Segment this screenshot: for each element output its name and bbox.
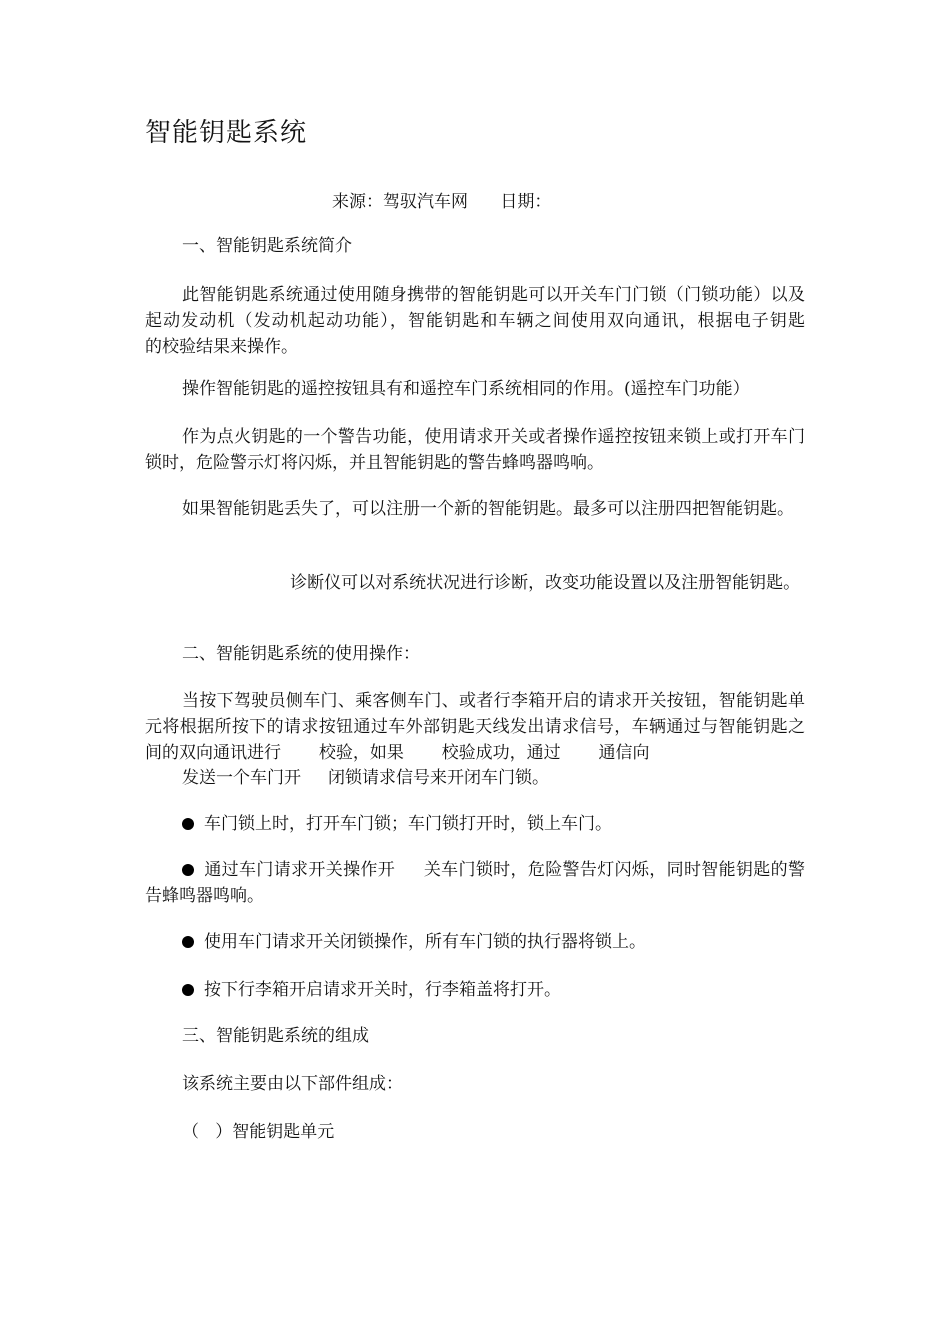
- paragraph-warning: 作为点火钥匙的一个警告功能，使用请求开关或者操作遥控按钮来锁上或打开车门锁时，危险警示灯将闪烁，并且智能钥匙的警告蜂鸣器鸣响。: [145, 427, 805, 473]
- bullet-dot-icon: [182, 818, 194, 830]
- paragraph-intro: 此智能钥匙系统通过使用随身携带的智能钥匙可以开关车门门锁（门锁功能）以及起动发动机（发动机起动功能），智能钥匙和车辆之间使用双向通讯，根据电子钥匙 的校验结果来操作。: [145, 285, 843, 357]
- bullet-text-1: 车门锁上时，打开车门锁；车门锁打开时，锁上车门。: [204, 814, 612, 834]
- component-item-1: （ ）智能钥匙单元: [182, 1122, 335, 1142]
- paragraph-lost-key: 如果智能钥匙丢失了，可以注册一个新的智能钥匙。最多可以注册四把智能钥匙。: [182, 499, 794, 519]
- paragraph-operation: 当按下驾驶员侧车门、乘客侧车门、或者行李箱开启的请求开关按钮，智能钥匙单元将根据所按下的请求按钮通过车外部钥匙天线发出请求信号，车辆通过与智能钥匙之间的双向通讯进行 校验，如果 校验成功，通过 通信向: [145, 691, 805, 763]
- bullet-item-3: [145, 929, 805, 955]
- bullet-item-2: [145, 857, 805, 909]
- bullet-dot-icon: [182, 864, 194, 876]
- bullet-text-3: 使用车门请求开关闭锁操作，所有车门锁的执行器将锁上。: [204, 932, 646, 952]
- section-heading-2: 二、智能钥匙系统的使用操作：: [182, 644, 420, 664]
- section-heading-3: 三、智能钥匙系统的组成: [182, 1026, 369, 1046]
- bullet-text-2: 通过车门请求开关操作开 关车门锁时，危险警告灯闪烁，同时智能钥匙的警告蜂鸣器鸣响。: [145, 860, 805, 906]
- paragraph-components: 该系统主要由以下部件组成：: [182, 1074, 403, 1094]
- bullet-item-1: [145, 811, 805, 837]
- paragraph-operation-tail: 发送一个车门开 闭锁请求信号来开闭车门锁。: [182, 768, 550, 788]
- paragraph-remote: 操作智能钥匙的遥控按钮具有和遥控车门系统相同的作用。(遥控车门功能）: [182, 379, 750, 399]
- bullet-dot-icon: [182, 936, 194, 948]
- section-heading-1: 一、智能钥匙系统简介: [182, 236, 352, 256]
- document-title: 智能钥匙系统: [145, 118, 308, 148]
- source-date-line: 来源：驾驭汽车网 日期：: [332, 192, 552, 212]
- bullet-dot-icon: [182, 984, 194, 996]
- paragraph-diagnostic: 诊断仪可以对系统状况进行诊断，改变功能设置以及注册智能钥匙。: [182, 573, 801, 593]
- bullet-text-4: 按下行李箱开启请求开关时，行李箱盖将打开。: [204, 980, 561, 1000]
- bullet-item-4: [145, 977, 805, 1003]
